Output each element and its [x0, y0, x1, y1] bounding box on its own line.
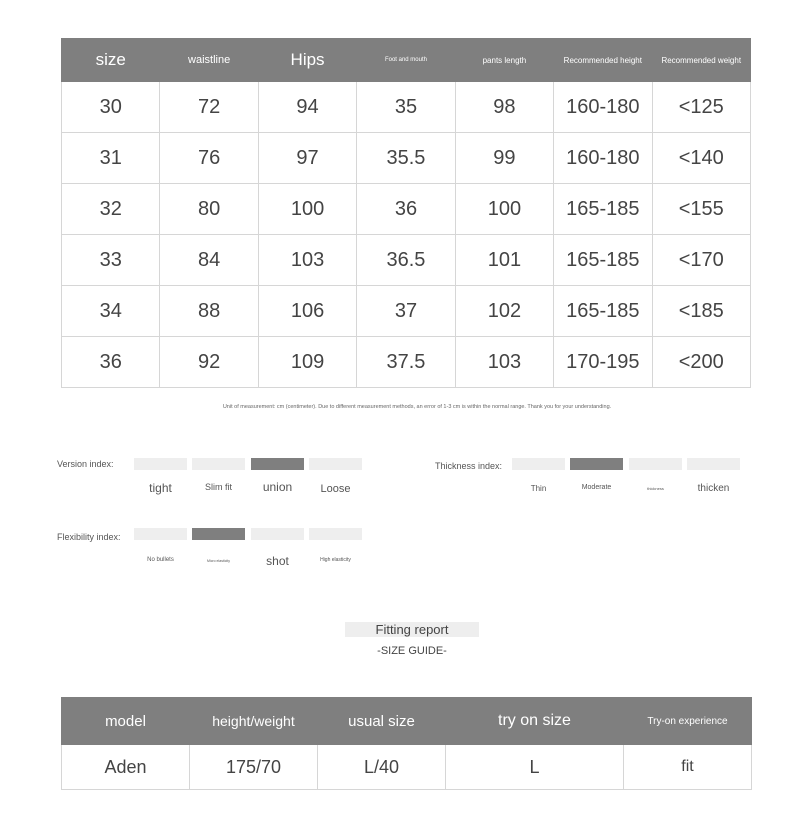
table-cell: 160-180 — [554, 82, 652, 133]
version-index-bar — [134, 458, 187, 470]
flexibility-index-bar — [309, 528, 362, 540]
table-cell: 160-180 — [554, 133, 652, 184]
version-option-slim-fit: Slim fit — [205, 482, 232, 492]
table-cell: 97 — [258, 133, 356, 184]
size-guide-subtitle: -SIZE GUIDE- — [377, 645, 447, 657]
table-cell: 88 — [160, 286, 258, 337]
table-cell: 34 — [62, 286, 160, 337]
table-cell: <185 — [652, 286, 750, 337]
table-cell: L/40 — [318, 745, 446, 790]
header-height-weight: height/weight — [190, 698, 318, 745]
table-cell: 36 — [62, 337, 160, 388]
table-cell: 102 — [455, 286, 553, 337]
flexibility-option-micro-elasticity: Micro elasticity — [207, 559, 230, 563]
measurement-note: Unit of measurement: cm (centimeter). Due to different measurement methods, an error of 1-3 cm is within the normal range. Thank you for your understanding. — [222, 404, 612, 410]
table-cell: 106 — [258, 286, 356, 337]
table-cell: fit — [624, 745, 752, 790]
header-recommended-height: Recommended height — [554, 39, 652, 82]
table-cell: 98 — [455, 82, 553, 133]
version-index-bar — [192, 458, 245, 470]
table-cell: Aden — [62, 745, 190, 790]
version-option-tight: tight — [149, 481, 172, 495]
size-chart-header-row — [62, 39, 751, 82]
fitting-report-table — [61, 697, 752, 790]
table-cell: <200 — [652, 337, 750, 388]
table-cell: 170-195 — [554, 337, 652, 388]
table-cell: <125 — [652, 82, 750, 133]
table-cell: L — [446, 745, 624, 790]
flexibility-option-high-elasticity: High elasticity — [320, 557, 351, 563]
table-cell: 100 — [258, 184, 356, 235]
flexibility-index-bar — [134, 528, 187, 540]
version-index-bar — [251, 458, 304, 470]
table-cell: 165-185 — [554, 184, 652, 235]
table-row — [62, 235, 751, 286]
size-chart-table — [61, 38, 751, 388]
flexibility-index-label: Flexibility index: — [57, 532, 121, 542]
table-cell: 32 — [62, 184, 160, 235]
flexibility-option-no-bullets: No bullets — [147, 557, 174, 563]
table-cell: <155 — [652, 184, 750, 235]
table-cell: 33 — [62, 235, 160, 286]
header-size: size — [62, 39, 160, 82]
header-pants-length: pants length — [455, 39, 553, 82]
table-cell: 109 — [258, 337, 356, 388]
table-cell: 72 — [160, 82, 258, 133]
table-cell: 35 — [357, 82, 455, 133]
header-waistline: waistline — [160, 39, 258, 82]
table-cell: 36.5 — [357, 235, 455, 286]
header-try-on-size: try on size — [446, 698, 624, 745]
table-cell: 175/70 — [190, 745, 318, 790]
header-model: model — [62, 698, 190, 745]
table-row — [62, 184, 751, 235]
table-cell: 99 — [455, 133, 553, 184]
table-cell: 80 — [160, 184, 258, 235]
table-cell: 165-185 — [554, 235, 652, 286]
table-row — [62, 745, 752, 790]
table-cell: 101 — [455, 235, 553, 286]
table-cell: 31 — [62, 133, 160, 184]
thickness-option-thin: Thin — [530, 484, 547, 493]
thickness-index-bar — [629, 458, 682, 470]
version-index-bar — [309, 458, 362, 470]
version-index-label: Version index: — [57, 459, 114, 469]
table-cell: 30 — [62, 82, 160, 133]
table-cell: 103 — [455, 337, 553, 388]
table-row — [62, 133, 751, 184]
thickness-index-bar — [570, 458, 623, 470]
table-cell: <170 — [652, 235, 750, 286]
table-cell: 94 — [258, 82, 356, 133]
table-cell: 103 — [258, 235, 356, 286]
header-hips: Hips — [258, 39, 356, 82]
version-option-loose: Loose — [320, 483, 351, 495]
table-cell: <140 — [652, 133, 750, 184]
table-cell: 165-185 — [554, 286, 652, 337]
fitting-header-row — [62, 698, 752, 745]
header-recommended-weight: Recommended weight — [652, 39, 750, 82]
flexibility-index-bar — [192, 528, 245, 540]
table-cell: 37.5 — [357, 337, 455, 388]
table-row — [62, 337, 751, 388]
table-cell: 100 — [455, 184, 553, 235]
thickness-option-moderate: Moderate — [581, 484, 612, 491]
version-option-union: union — [262, 480, 293, 494]
thickness-index-label: Thickness index: — [435, 461, 503, 471]
thickness-index-bar — [512, 458, 565, 470]
header-try-on-experience: Try-on experience — [624, 698, 752, 745]
table-row — [62, 82, 751, 133]
thickness-option-thickness: thickness — [647, 486, 664, 491]
thickness-index-bar — [687, 458, 740, 470]
table-cell: 92 — [160, 337, 258, 388]
table-cell: 35.5 — [357, 133, 455, 184]
header-foot-and-mouth: Foot and mouth — [357, 39, 455, 82]
table-cell: 76 — [160, 133, 258, 184]
table-cell: 84 — [160, 235, 258, 286]
table-cell: 37 — [357, 286, 455, 337]
fitting-report-title: Fitting report — [345, 622, 479, 637]
flexibility-index-bar — [251, 528, 304, 540]
thickness-option-thicken: thicken — [697, 483, 730, 494]
table-cell: 36 — [357, 184, 455, 235]
flexibility-option-shot: shot — [266, 554, 289, 568]
header-usual-size: usual size — [318, 698, 446, 745]
table-row — [62, 286, 751, 337]
